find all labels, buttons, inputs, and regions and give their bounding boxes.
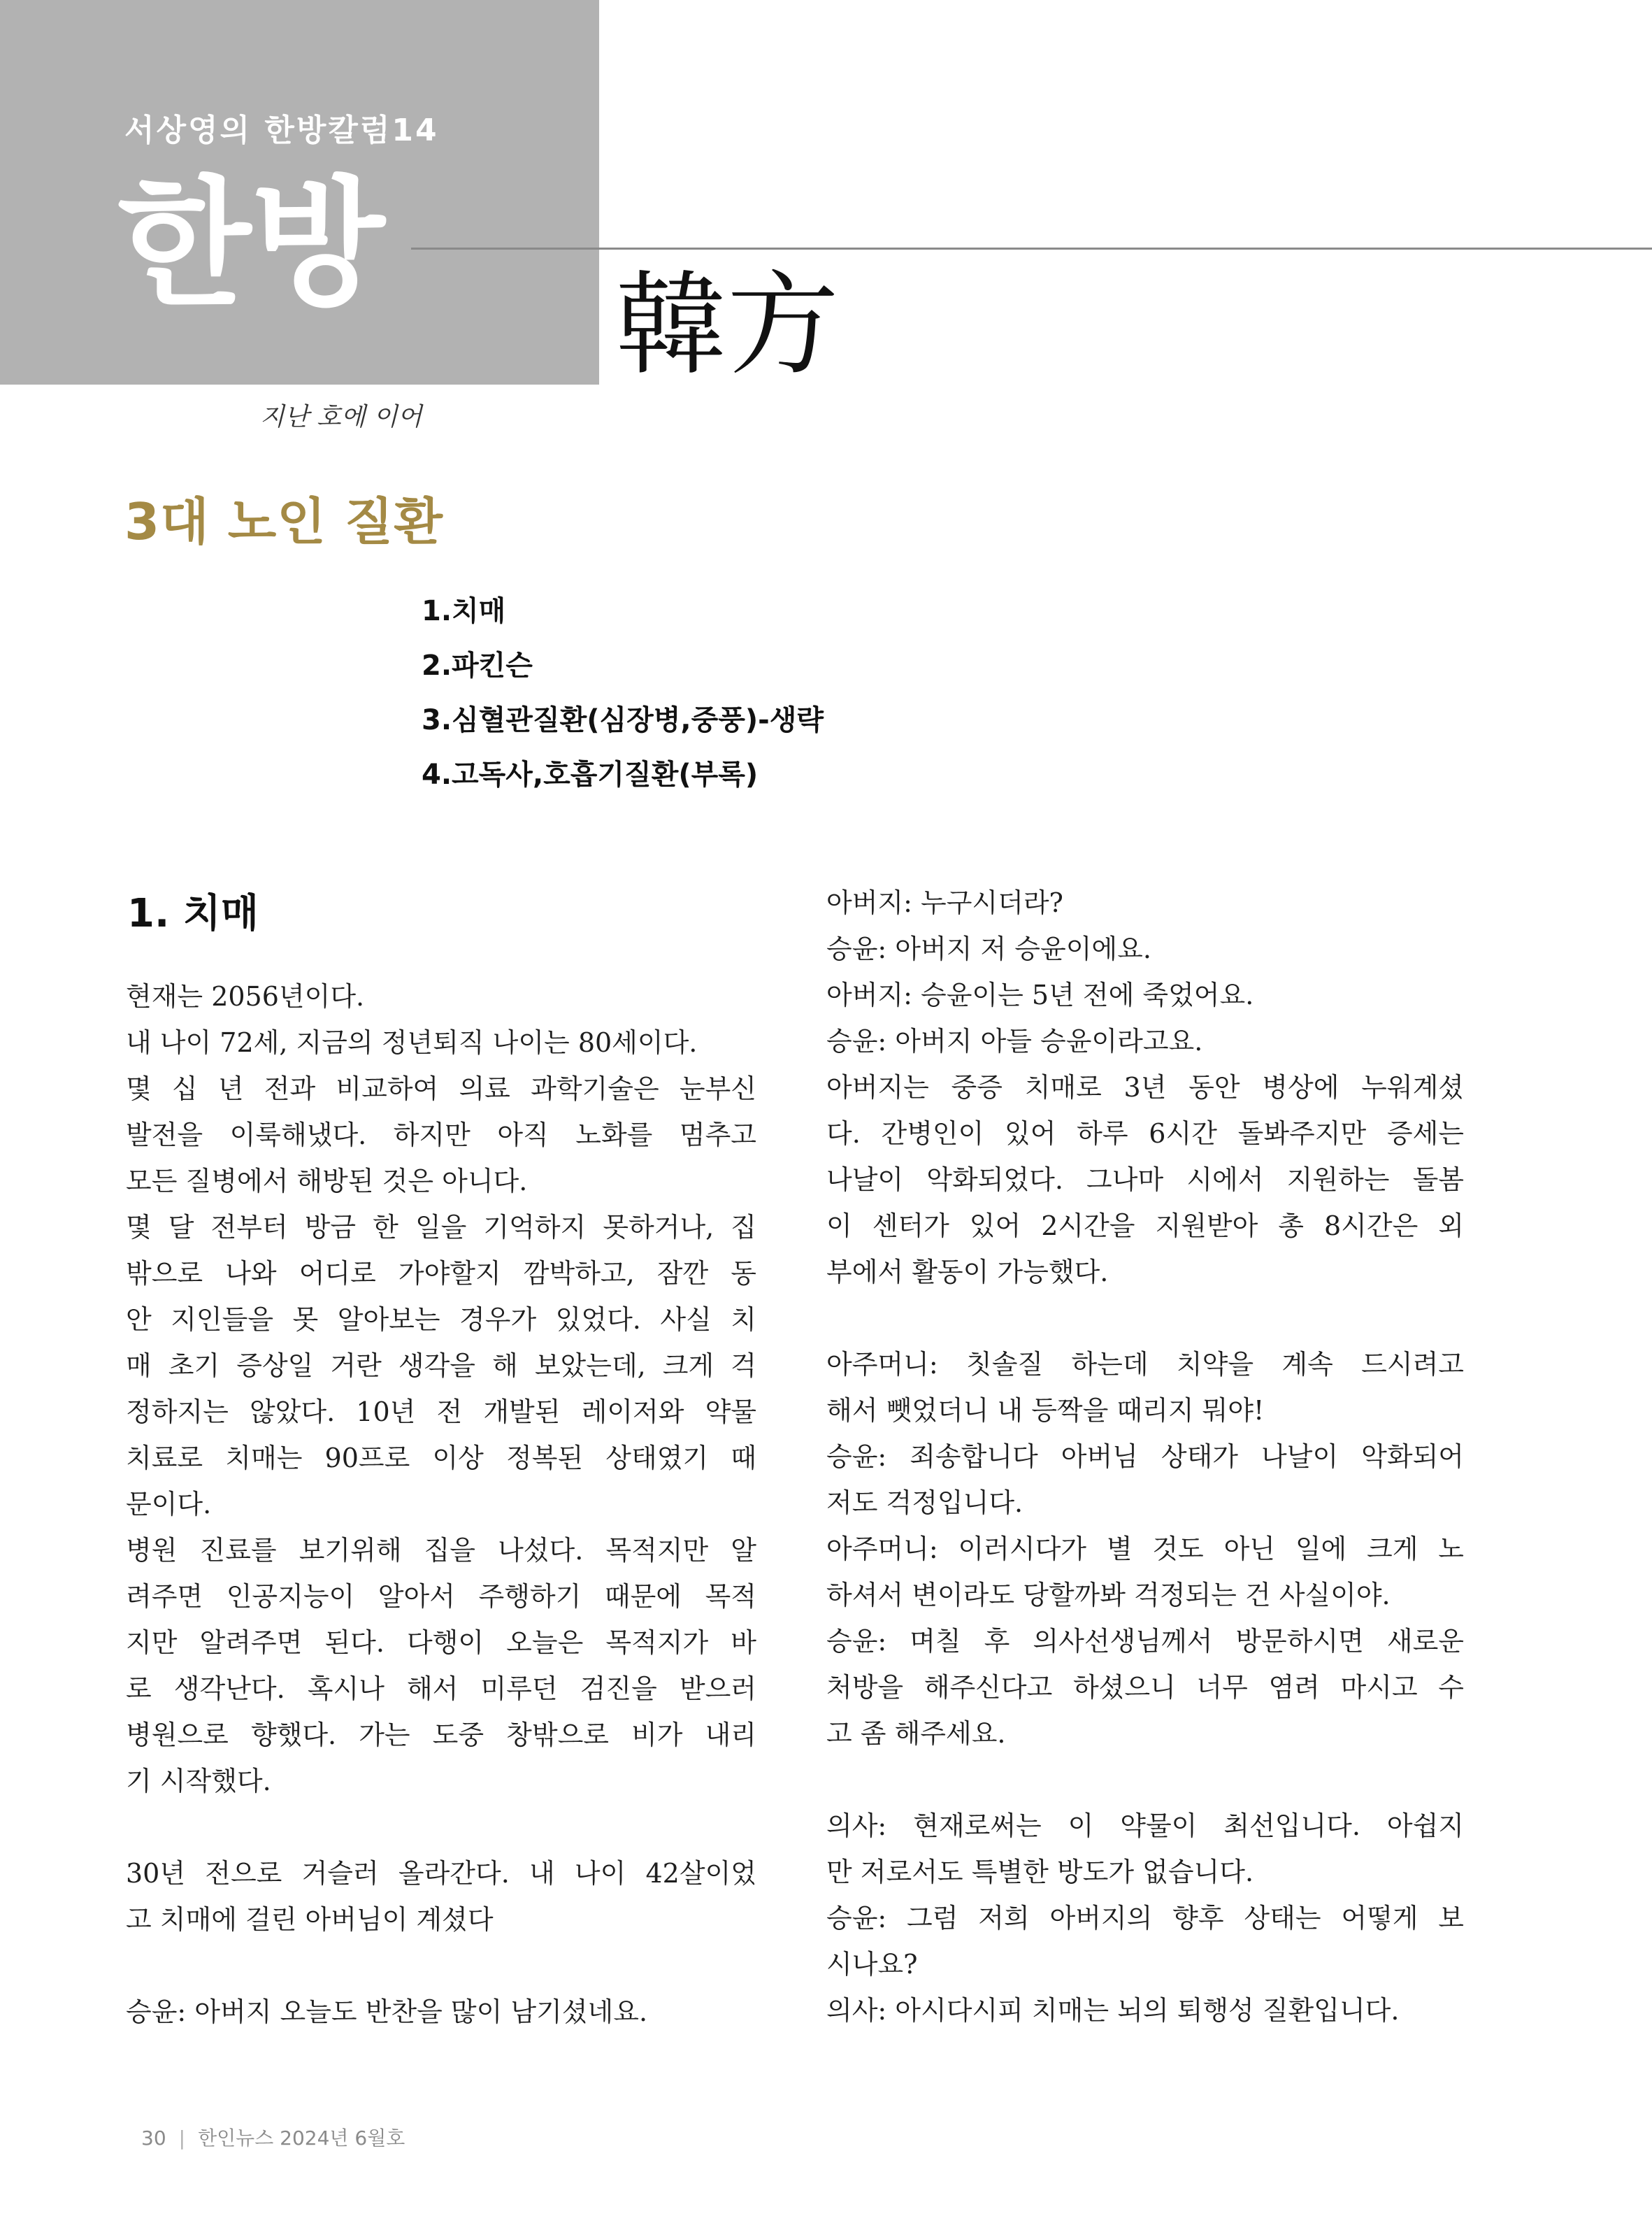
column-big-title: 한방 xyxy=(117,163,385,324)
text-line: 몇 달 전부터 방금 한 일을 기억하지 못하거나, 집 xyxy=(126,1212,756,1243)
text-line: 아버지: 승윤이는 5년 전에 죽었어요. xyxy=(826,980,1254,1010)
page-number: 30 xyxy=(141,2127,166,2150)
text-line: 로 생각난다. 혹시나 해서 미루던 검진을 받으러 xyxy=(126,1673,756,1704)
topic-item: 4.고독사,호흡기질환(부록) xyxy=(422,759,759,791)
article-title: 3대 노인 질환 xyxy=(124,492,443,551)
column-series-label: 서상영의 한방칼럼14 xyxy=(124,113,439,148)
text-line: 나날이 악화되었다. 그나마 시에서 지원하는 돌봄 xyxy=(826,1164,1464,1195)
text-line: 시나요? xyxy=(826,1949,918,1980)
paragraph-break xyxy=(826,1757,1464,1803)
text-line: 승윤: 죄송합니다 아버님 상태가 나날이 악화되어 xyxy=(826,1441,1464,1472)
text-line: 아버지는 중증 치매로 3년 동안 병상에 누워계셨 xyxy=(826,1072,1464,1103)
text-line: 아주머니: 이러시다가 별 것도 아닌 일에 크게 노 xyxy=(826,1534,1464,1564)
text-line: 기 시작했다. xyxy=(126,1766,271,1796)
text-line: 치료로 치매는 90프로 이상 정복된 상태였기 때 xyxy=(126,1443,756,1473)
text-line: 지만 알려주면 된다. 다행이 오늘은 목적지가 바 xyxy=(126,1627,756,1658)
text-line: 저도 걱정입니다. xyxy=(826,1487,1023,1518)
publication-name: 한인뉴스 2024년 6월호 xyxy=(198,2127,405,2150)
text-line: 모든 질병에서 해방된 것은 아니다. xyxy=(126,1166,528,1196)
continued-note: 지난 호에 이어 xyxy=(260,403,422,431)
text-line: 30년 전으로 거슬러 올라간다. 내 나이 42살이었 xyxy=(126,1858,756,1889)
text-line: 문이다. xyxy=(126,1489,212,1520)
paragraph-break xyxy=(126,1943,756,1989)
text-line: 밖으로 나와 어디로 가야할지 깜박하고, 잠깐 동 xyxy=(126,1258,756,1289)
text-line: 승윤: 아버지 저 승윤이에요. xyxy=(826,934,1151,964)
text-line: 만 저로서도 특별한 방도가 없습니다. xyxy=(826,1857,1254,1887)
text-line: 려주면 인공지능이 알아서 주행하기 때문에 목적 xyxy=(126,1581,756,1612)
text-line: 의사: 아시다시피 치매는 뇌의 퇴행성 질환입니다. xyxy=(826,1995,1400,2026)
text-line: 의사: 현재로써는 이 약물이 최선입니다. 아쉽지 xyxy=(826,1810,1464,1841)
paragraph-break xyxy=(126,1804,756,1850)
text-line: 처방을 해주신다고 하셨으니 너무 염려 마시고 수 xyxy=(826,1672,1464,1703)
topic-item: 1.치매 xyxy=(422,595,506,627)
page-footer xyxy=(141,2123,405,2151)
text-line: 고 좀 해주세요. xyxy=(826,1718,1006,1749)
text-line: 승윤: 아버지 오늘도 반찬을 많이 남기셨네요. xyxy=(126,1996,648,2027)
section-heading: 1. 치매 xyxy=(127,891,259,936)
text-line: 해서 뺏었더니 내 등짝을 때리지 뭐야! xyxy=(826,1395,1265,1426)
hanja-title: 韓方 xyxy=(615,259,840,390)
text-line: 매 초기 증상일 거란 생각을 해 보았는데, 크게 걱 xyxy=(126,1350,756,1381)
topic-item: 2.파킨슨 xyxy=(422,650,533,682)
text-line: 하셔서 변이라도 당할까봐 걱정되는 건 사실이야. xyxy=(826,1580,1391,1610)
text-line: 병원 진료를 보기위해 집을 나섰다. 목적지만 알 xyxy=(126,1535,756,1566)
text-line: 정하지는 않았다. 10년 전 개발된 레이저와 약물 xyxy=(126,1396,756,1427)
footer-separator: | xyxy=(178,2127,186,2150)
paragraph-break xyxy=(826,1295,1464,1341)
text-line: 승윤: 그럼 저희 아버지의 향후 상태는 어떻게 보 xyxy=(826,1903,1464,1934)
text-line: 승윤: 아버지 아들 승윤이라고요. xyxy=(826,1026,1203,1057)
topic-item: 3.심혈관질환(심장병,중풍)-생략 xyxy=(422,704,824,736)
text-line: 몇 십 년 전과 비교하여 의료 과학기술은 눈부신 xyxy=(126,1073,756,1104)
text-line: 아주머니: 칫솔질 하는데 치약을 계속 드시려고 xyxy=(826,1349,1464,1380)
text-line: 승윤: 며칠 후 의사선생님께서 방문하시면 새로운 xyxy=(826,1626,1464,1657)
text-line: 병원으로 향했다. 가는 도중 창밖으로 비가 내리 xyxy=(126,1720,756,1750)
text-line: 이 센터가 있어 2시간을 지원받아 총 8시간은 외 xyxy=(826,1210,1464,1241)
text-line: 아버지: 누구시더라? xyxy=(826,887,1063,918)
topic-list xyxy=(422,584,824,802)
text-line: 현재는 2056년이다. xyxy=(126,981,365,1012)
body-column-right xyxy=(826,880,1464,2034)
header-divider xyxy=(411,248,1652,250)
text-line: 고 치매에 걸린 아버님이 계셨다 xyxy=(126,1904,494,1935)
text-line: 안 지인들을 못 알아보는 경우가 있었다. 사실 치 xyxy=(126,1304,756,1335)
text-line: 내 나이 72세, 지금의 정년퇴직 나이는 80세이다. xyxy=(126,1027,698,1058)
text-line: 발전을 이룩해냈다. 하지만 아직 노화를 멈추고 xyxy=(126,1120,756,1150)
body-column-left xyxy=(126,973,756,2035)
text-line: 부에서 활동이 가능했다. xyxy=(826,1257,1109,1287)
text-line: 다. 간병인이 있어 하루 6시간 돌봐주지만 증세는 xyxy=(826,1118,1464,1149)
